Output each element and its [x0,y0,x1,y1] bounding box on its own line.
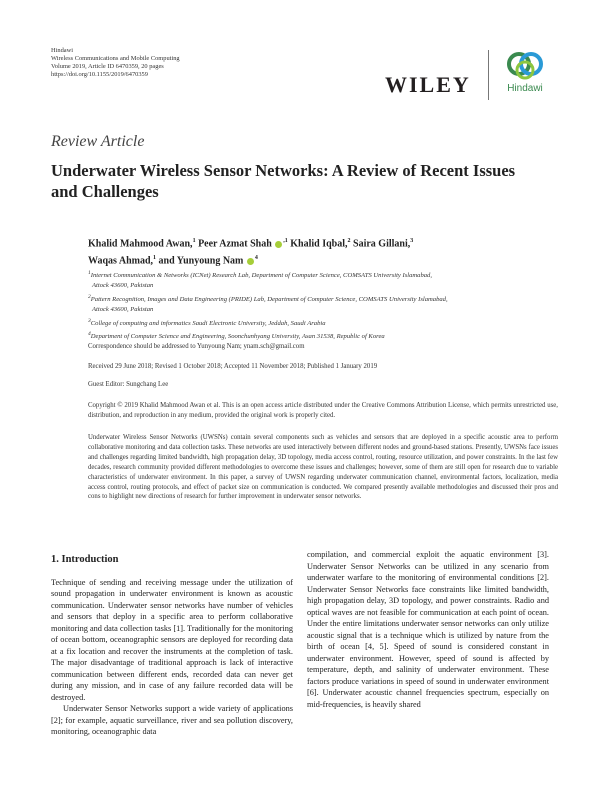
article-type: Review Article [51,133,145,150]
affiliation: $^1$Internet Communication & Networks (ICNet) Research Lab, Department of Computer Science, COMSATS University Islamabad, [88,270,432,280]
publication-dates: Received 29 June 2018; Revised 1 October 2018; Accepted 11 November 2018; Published 1 January 2019 [88,363,378,370]
publisher-name: Hindawi [51,47,74,54]
affiliation: $^3$College of computing and informatics Saudi Electronic University, Jeddah, Saudi Arabia [88,317,326,327]
volume-info: Volume 2019, Article ID 6470359, 20 pages [51,62,164,70]
affiliation-cont: Attock 43600, Pakistan [92,306,154,314]
author-sup: 1 [153,255,157,262]
affiliations [88,268,558,343]
guest-editor: Guest Editor: Sungchang Lee [88,381,169,388]
author-name[interactable]: and Yunyoung Nam [158,255,244,267]
article-title: Underwater Wireless Sensor Networks: A Review of Recent Issues and Challenges [51,161,516,201]
author-name[interactable]: Saira Gillani, [353,238,411,250]
journal-name: Wireless Communications and Mobile Computing [51,54,180,62]
affiliation-cont: Attock 43600, Pakistan [92,282,154,290]
copyright-notice: Copyright © 2019 Khalid Mahmood Awan et al. This is an open access article distributed under the Creative Commons Attribution License, which permits unrestricted use, distribution, and reproduction in any medium, provided the original work is properly cited. [88,402,558,419]
body-column-right [307,549,549,710]
orcid-icon[interactable] [247,258,254,265]
paragraph: compilation, and commercial exploit the aquatic environment [3]. Underwater Sensor Networks can be utilized in any scenario from underwater warfare to the monitoring of environmental conditions [2]. Underwater Sensor Networks face constraints like limited bandwidth, high propagation delay, 3D topology, and power constraints. Radio and optical waves are not feasible for communication at each point of ocean. Under the entire limitations underwater sensor networks can only utilize acoustic signal that is a technique which is utilized by nature from the birth of ocean [4, 5]. Speed of sound is considered constant in underwater environment. However, speed of sound is affected by temperature, depth, and salinity of underwater environment. These factors produce variations in speed of sound in underwater environment [6]. Underwater acoustic channel frequencies spectrum, especially on mid-frequencies, is heavily shared [307,550,549,709]
body-column-left [51,554,293,738]
affiliation: $^2$Pattern Recognition, Images and Data Engineering (PRIDE) Lab, Department of Computer Science, COMSATS University Islamabad, [88,293,448,303]
author-sup: 3 [410,238,414,244]
author-name[interactable]: Peer Azmat Shah [198,238,272,250]
author-name[interactable]: Waqas Ahmad, [88,255,154,267]
journal-meta [51,47,180,79]
hindawi-logo [493,50,557,94]
wiley-logo: WILEY [385,72,471,97]
section-heading: 1. Introduction [51,554,119,565]
author-name[interactable]: Khalid Iqbal, [290,238,348,250]
paragraph: Technique of sending and receiving message under the utilization of sound propagation in underwater environment is known as acoustic communication. Underwater sensor networks have number of vehicles and sensors that deploy in a specific area to perform collaborative monitoring and data collection tasks [1]. Traditionally for the monitoring of ocean bottom, oceanographic sensors are deployed for recording data at a fix location and recover the instruments at the completion of task. The major disadvantage of traditional approach is lack of interactive communication between different ends, recorded data can never get during any mission, and in case of any failure recorded data will be destroyed. [51,577,293,702]
author-sup: 2 [347,238,351,244]
author-list [88,234,528,269]
author-sup: 1 [192,238,196,244]
abstract: Underwater Wireless Sensor Networks (UWSNs) contain several components such as vehicles and sensors that are deployed in a specific acoustic area to perform collaborative monitoring and data collection tasks. These networks are used interactively between different nodes and ground-based stations. Presently, UWSNs face issues and challenges regarding limited bandwidth, high propagation delay, 3D topology, media access control, routing, resource utilization, and power constraints. In the last few decades, research community provided different methodologies to overcome these issues and challenges; however, some of them are still open for research due to variable characteristics of underwater environment. In this paper, a survey of UWSN regarding underwater communication channel, environmental factors, localization, media access control, routing protocols, and effect of packet size on communication is conducted. We compared presently available methodologies and discussed their pros and cons to highlight new directions of research for further improvement in underwater sensor networks. [88,434,558,501]
orcid-icon[interactable] [275,241,282,248]
hindawi-wordmark: Hindawi [507,83,543,94]
affiliation: $^4$Department of Computer Science and Engineering, Soonchunhyang University, Asan 31538, Republic of Korea [88,331,385,341]
author-sup: ,1 [283,238,288,244]
paragraph: Underwater Sensor Networks support a wide variety of applications [2]; for example, aquatic surveillance, river and sea pollution discovery, monitoring, oceanographic data [51,704,293,736]
author-sup: 4 [254,255,258,262]
logo-divider [488,50,489,100]
doi-link[interactable]: https://doi.org/10.1155/2019/6470359 [51,70,148,78]
hindawi-rings-icon [504,50,546,82]
author-name[interactable]: Khalid Mahmood Awan, [88,238,193,250]
correspondence: Correspondence should be addressed to Yunyoung Nam; ynam.sch@gmail.com [88,343,305,350]
